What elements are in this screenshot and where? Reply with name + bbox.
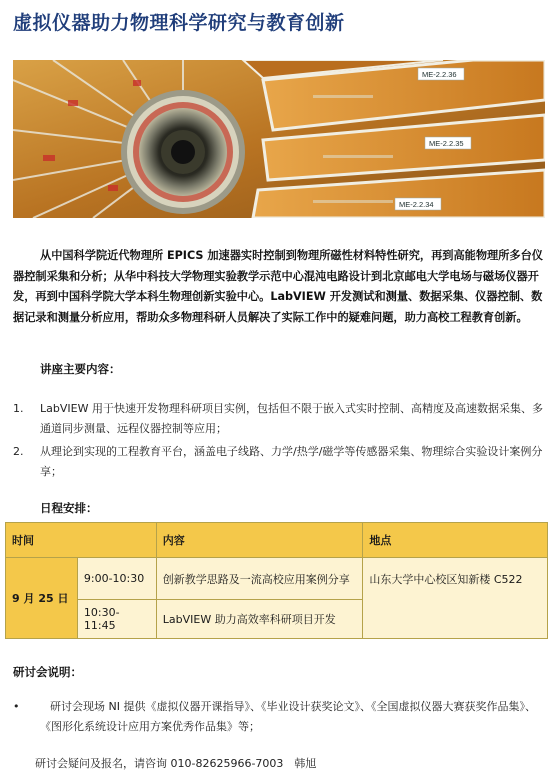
hero-label: ME-2.2.35 <box>429 139 464 148</box>
schedule-location: 山东大学中心校区知新楼 C522 <box>363 558 548 639</box>
list-item <box>13 697 545 737</box>
contact-line: 研讨会疑问及报名，请咨询 010-82625966-7003 韩旭 <box>35 757 317 770</box>
topic-item <box>13 442 545 482</box>
header-location: 地点 <box>363 523 548 558</box>
topic-text: LabVIEW 用于快速开发物理科研项目实例，包括但不限于嵌入式实时控制、高精度及高速数据采集、多通道同步测量、远程仪器控制等应用； <box>40 402 543 435</box>
schedule-time: 10:30-11:45 <box>77 600 156 639</box>
topic-number: 1. <box>13 402 24 415</box>
intro-paragraph: 从中国科学院近代物理所 EPICS 加速器实时控制到物理所磁性材料特性研究，再到高能物理所多台仪器控制采集和分析；从华中科技大学物理实验教学示范中心混沌电路设计到北京邮电大学电场与磁场仪器开发，再到中国科学院大学本科生物理创新实验中心。LabVIEW 开发测试和测量、数据采集、仪器控制、数据记录和测量分析应用，帮助众多物理科研人员解决了实际工作中的疑难问题，助力高校工程教育创新。 <box>13 249 543 324</box>
schedule-date: 9 月 25 日 <box>6 558 78 639</box>
bullet-dot: • <box>13 700 20 713</box>
hero-label: ME-2.2.34 <box>399 200 434 209</box>
page-title: 虚拟仪器助力物理科学研究与教育创新 <box>13 12 345 34</box>
notes-heading: 研讨会说明： <box>13 665 82 679</box>
schedule-table <box>5 522 548 639</box>
schedule-time: 9:00-10:30 <box>77 558 156 600</box>
table-header-row <box>6 523 548 558</box>
topic-item <box>13 399 545 439</box>
schedule-content: LabVIEW 助力高效率科研项目开发 <box>156 600 363 639</box>
schedule-content: 创新教学思路及一流高校应用案例分享 <box>156 558 363 600</box>
bullet-text: 研讨会现场 NI 提供《虚拟仪器开课指导》、《毕业设计获奖论文》、《全国虚拟仪器大赛获奖作品集》、《图形化系统设计应用方案优秀作品集》等； <box>40 700 536 733</box>
table-row <box>6 558 548 600</box>
header-time: 时间 <box>6 523 157 558</box>
hero-label: ME-2.2.36 <box>422 70 457 79</box>
topic-text: 从理论到实现的工程教育平台，涵盖电子线路、力学/热学/磁学等传感器采集、物理综合实验设计案例分享； <box>40 445 543 478</box>
hero-image <box>13 60 545 218</box>
topic-number: 2. <box>13 445 24 458</box>
schedule-heading: 日程安排： <box>40 501 98 515</box>
detector-photo <box>13 60 545 218</box>
topics-heading: 讲座主要内容： <box>40 362 121 376</box>
header-content: 内容 <box>156 523 363 558</box>
